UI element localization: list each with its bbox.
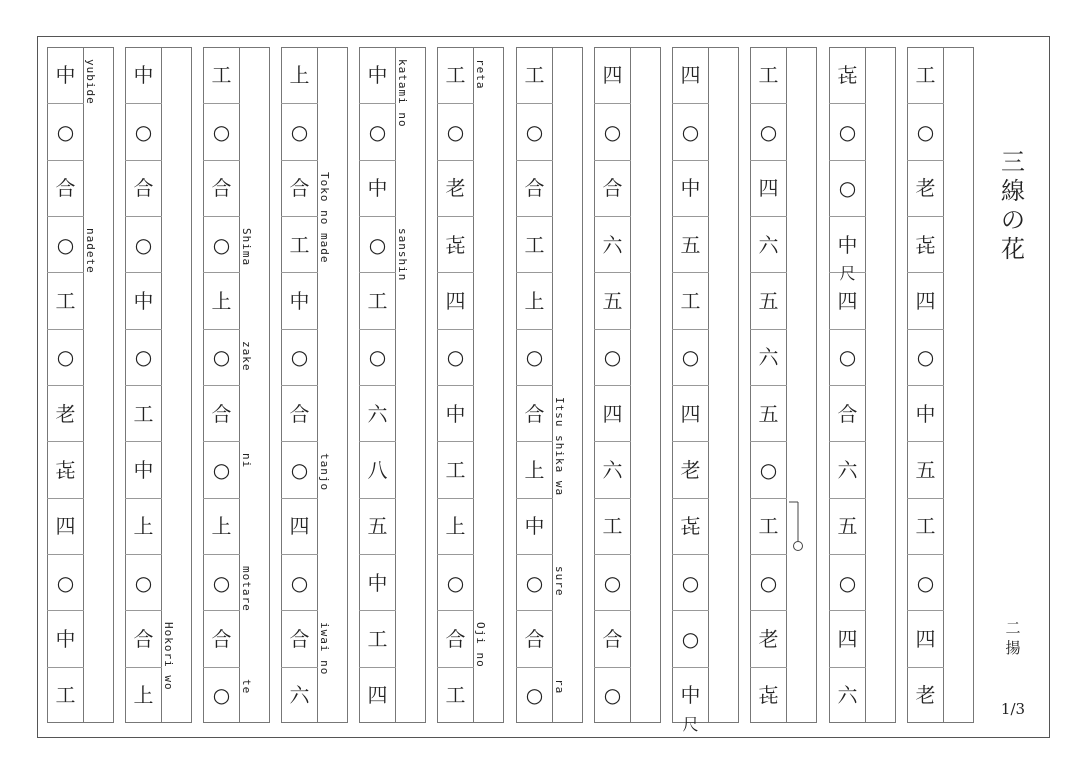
note-cell: 五 <box>672 216 709 272</box>
note-cell: 老 <box>47 385 84 441</box>
note-cell: 五 <box>359 498 396 554</box>
note-cell: 工 <box>516 216 553 272</box>
score-column <box>281 47 348 723</box>
note-cell: 工 <box>445 63 466 88</box>
note-cell: ○ <box>672 610 709 666</box>
note-cell: 合 <box>203 385 240 441</box>
score-column <box>203 47 270 723</box>
lyric-text: Hokori wo <box>162 622 175 691</box>
note-cell: 合 <box>203 610 240 666</box>
note-cell: 四 <box>437 272 474 328</box>
note-cell: 中 <box>516 498 553 554</box>
note-cell: ○ <box>594 667 631 723</box>
note-cell: 上 <box>516 441 553 497</box>
note-cell: 中 <box>133 63 154 88</box>
note-cell: ○ <box>907 103 944 159</box>
note-cell: 六 <box>359 385 396 441</box>
note-cell: 工 <box>437 667 474 723</box>
note-cell: ○ <box>594 329 631 385</box>
note-cell: ○ <box>829 329 866 385</box>
note-cell: 合 <box>203 160 240 216</box>
note-cell: ○ <box>750 554 787 610</box>
note-cell: 上 <box>203 498 240 554</box>
score-column <box>125 47 192 723</box>
lyric-text: te <box>240 678 253 694</box>
note-cell: 合 <box>125 160 162 216</box>
note-cell: 合 <box>281 610 318 666</box>
lyric-text: zake <box>240 340 253 372</box>
score-column <box>750 47 817 723</box>
note-cell: 老 <box>437 160 474 216</box>
note-cell: ○ <box>516 103 553 159</box>
note-cell: 老 <box>750 610 787 666</box>
note-cell: 中 <box>47 610 84 666</box>
lyric-text: katami no <box>396 59 409 128</box>
score-column <box>359 47 426 723</box>
note-cell: ○ <box>359 329 396 385</box>
note-cell: 合 <box>516 160 553 216</box>
sub-note: 尺 <box>682 715 699 734</box>
lyric-strip <box>787 47 817 723</box>
note-cell: 中 <box>907 385 944 441</box>
note-cell: 四 <box>281 498 318 554</box>
note-cell: 四 <box>750 160 787 216</box>
lyric-strip <box>944 47 974 723</box>
note-cell: ○ <box>437 329 474 385</box>
note-cell: 中 <box>672 667 709 723</box>
note-cell: 六 <box>829 667 866 723</box>
note-cell: 六 <box>750 216 787 272</box>
note-cell: 四 <box>907 610 944 666</box>
note-cell: 上 <box>203 272 240 328</box>
score-column <box>907 47 974 723</box>
lyric-text: motare <box>240 566 253 612</box>
lyric-strip <box>84 47 114 723</box>
note-cell: 上 <box>125 667 162 723</box>
lyric-strip <box>709 47 739 723</box>
lyric-text: Shima <box>240 228 253 267</box>
note-cell: ○ <box>672 554 709 610</box>
note-cell: 中 <box>672 160 709 216</box>
note-cell: 工 <box>758 63 779 88</box>
note-cell: 㐂 <box>672 498 709 554</box>
tie-mark-icon <box>788 501 808 551</box>
lyric-text: ni <box>240 453 253 469</box>
note-cell: ○ <box>672 103 709 159</box>
note-cell: ○ <box>516 667 553 723</box>
note-cell: ○ <box>125 216 162 272</box>
note-cell: ○ <box>203 216 240 272</box>
lyric-text: nadete <box>84 228 97 274</box>
note-cell: 上 <box>289 63 310 88</box>
note-cell: ○ <box>47 329 84 385</box>
note-cell: 五 <box>907 441 944 497</box>
note-cell: ○ <box>516 554 553 610</box>
note-cell: 㐂 <box>750 667 787 723</box>
note-cell: ○ <box>594 103 631 159</box>
note-cell: ○ <box>281 554 318 610</box>
lyric-strip <box>631 47 661 723</box>
note-cell: 四 <box>47 498 84 554</box>
note-cell: 工 <box>359 272 396 328</box>
note-cell: ○ <box>437 103 474 159</box>
score-column <box>829 47 896 723</box>
note-cell: 上 <box>437 498 474 554</box>
note-cell: ○ <box>125 329 162 385</box>
lyric-text: reta <box>474 59 487 90</box>
note-cell: 中 <box>281 272 318 328</box>
note-cell: 工 <box>437 441 474 497</box>
note-cell: ○ <box>125 103 162 159</box>
lyric-text: Itsu shika wa <box>553 397 566 497</box>
note-cell: 工 <box>594 498 631 554</box>
note-cell: 工 <box>672 272 709 328</box>
note-cell: 五 <box>829 498 866 554</box>
lyric-text: Oji no <box>474 622 487 669</box>
note-cell: 五 <box>594 272 631 328</box>
note-cell: 四 <box>594 385 631 441</box>
lyric-text: Toko no made <box>318 171 331 264</box>
note-cell: 中 <box>359 160 396 216</box>
note-cell: ○ <box>281 103 318 159</box>
note-cell: 㐂 <box>837 63 858 88</box>
lyric-strip <box>553 47 583 723</box>
song-title <box>998 148 1028 264</box>
title-glyph: 花 <box>1001 235 1025 263</box>
note-cell: 合 <box>829 385 866 441</box>
lyric-strip <box>396 47 426 723</box>
lyric-text: iwai no <box>318 622 331 676</box>
note-cell: ○ <box>829 103 866 159</box>
page-number: 1/3 <box>1000 700 1026 718</box>
note-cell: 㐂 <box>437 216 474 272</box>
note-cell: 中 <box>359 554 396 610</box>
note-cell: 工 <box>47 667 84 723</box>
note-cell: 工 <box>281 216 318 272</box>
note-cell: ○ <box>281 329 318 385</box>
note-cell: 六 <box>829 441 866 497</box>
lyric-text: sanshin <box>396 228 409 282</box>
note-cell: 中 <box>125 441 162 497</box>
note-cell: 四 <box>829 272 866 328</box>
note-cell: ○ <box>907 554 944 610</box>
note-cell: ○ <box>47 554 84 610</box>
lyric-strip <box>866 47 896 723</box>
note-cell: ○ <box>672 329 709 385</box>
note-cell: 上 <box>125 498 162 554</box>
note-cell: 五 <box>750 272 787 328</box>
note-cell: 工 <box>750 498 787 554</box>
note-cell: 六 <box>594 216 631 272</box>
note-cell: 工 <box>211 63 232 88</box>
note-cell: 合 <box>281 160 318 216</box>
lyric-strip <box>240 47 270 723</box>
note-cell: 工 <box>359 610 396 666</box>
note-cell: 六 <box>281 667 318 723</box>
note-cell: 五 <box>750 385 787 441</box>
note-cell: ○ <box>750 441 787 497</box>
note-cell: 工 <box>524 63 545 88</box>
note-cell: 中 <box>367 63 388 88</box>
note-cell: 合 <box>594 160 631 216</box>
note-cell: 四 <box>672 385 709 441</box>
sub-note: 尺 <box>839 264 856 284</box>
note-cell: 工 <box>907 498 944 554</box>
note-cell: 合 <box>594 610 631 666</box>
note-cell: 四 <box>602 63 623 88</box>
note-cell: 合 <box>516 385 553 441</box>
note-cell: 老 <box>672 441 709 497</box>
score-column <box>594 47 661 723</box>
score-column <box>47 47 114 723</box>
note-cell: 工 <box>47 272 84 328</box>
note-cell: ○ <box>281 441 318 497</box>
note-cell: 合 <box>281 385 318 441</box>
note-cell: 八 <box>359 441 396 497</box>
note-cell: 㐂 <box>47 441 84 497</box>
note-cell: ○ <box>594 554 631 610</box>
note-cell: 合 <box>437 610 474 666</box>
note-cell: 合 <box>47 160 84 216</box>
note-cell: 中 <box>125 272 162 328</box>
note-cell: 上 <box>516 272 553 328</box>
lyric-text: ra <box>553 678 566 694</box>
note-cell: 㐂 <box>907 216 944 272</box>
note-cell: 中 <box>55 63 76 88</box>
lyric-text: sure <box>553 566 566 597</box>
marker-glyph: 二 <box>1005 619 1021 637</box>
note-cell: ○ <box>47 216 84 272</box>
lyric-text: yubide <box>84 59 97 105</box>
score-column <box>516 47 583 723</box>
note-cell: ○ <box>125 554 162 610</box>
marker-glyph: 揚 <box>1005 639 1021 657</box>
note-cell: 工 <box>125 385 162 441</box>
note-cell: 工 <box>915 63 936 88</box>
note-cell: 六 <box>594 441 631 497</box>
note-cell: 合 <box>125 610 162 666</box>
note-cell: 六 <box>750 329 787 385</box>
note-cell: 四 <box>359 667 396 723</box>
note-cell: ○ <box>437 554 474 610</box>
title-glyph: 線 <box>1001 177 1025 205</box>
lyric-text: tanjo <box>318 453 331 492</box>
note-cell: ○ <box>907 329 944 385</box>
note-cell: 中 <box>829 216 866 272</box>
note-cell: ○ <box>203 103 240 159</box>
note-cell: ○ <box>750 103 787 159</box>
note-cell: 中 <box>437 385 474 441</box>
title-glyph: の <box>1001 206 1025 234</box>
tuning-marker <box>993 618 1033 658</box>
title-glyph: 三 <box>1001 148 1025 176</box>
note-cell: ○ <box>47 103 84 159</box>
note-cell: ○ <box>829 554 866 610</box>
note-cell: ○ <box>359 216 396 272</box>
note-cell: ○ <box>203 441 240 497</box>
note-cell: 老 <box>907 160 944 216</box>
note-cell: 四 <box>829 610 866 666</box>
score-column <box>437 47 504 723</box>
score-column <box>672 47 739 734</box>
note-cell: 四 <box>680 63 701 88</box>
note-cell: ○ <box>203 554 240 610</box>
note-cell: ○ <box>829 160 866 216</box>
note-cell: ○ <box>203 329 240 385</box>
note-cell: 合 <box>516 610 553 666</box>
note-cell: ○ <box>359 103 396 159</box>
note-cell: 老 <box>907 667 944 723</box>
note-cell: 四 <box>907 272 944 328</box>
note-cell: ○ <box>516 329 553 385</box>
note-cell: ○ <box>203 667 240 723</box>
